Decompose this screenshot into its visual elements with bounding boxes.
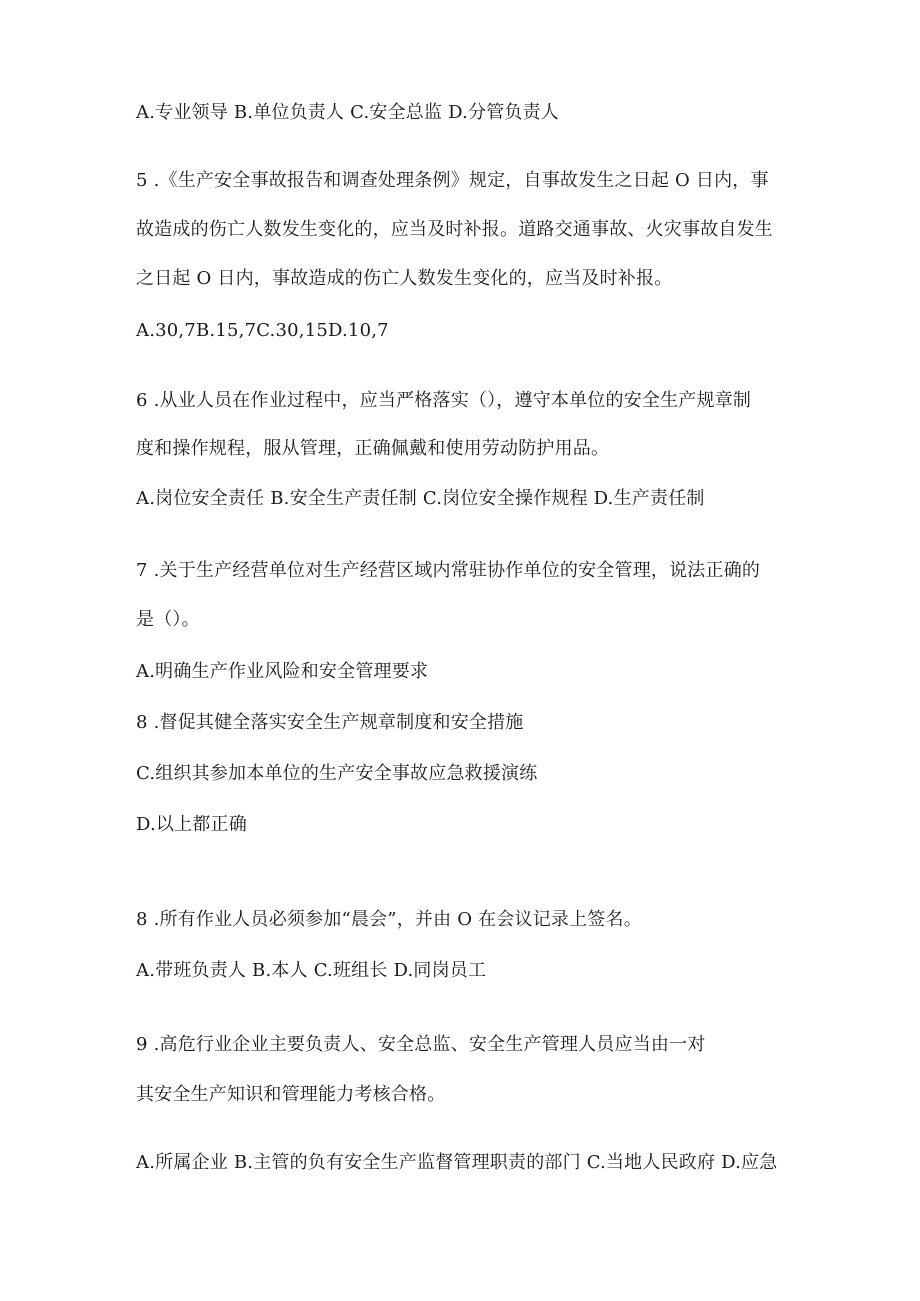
q8-text-line-1: 8 .所有作业人员必须参加“晨会”，并由 O 在会议记录上签名。 xyxy=(136,909,642,930)
q8-options: A.带班负责人 B.本人 C.班组长 D.同岗员工 xyxy=(136,960,487,981)
q7-option-b: 8 .督促其健全落实安全生产规章制度和安全措施 xyxy=(136,712,524,733)
q6-options: A.岗位安全责任 B.安全生产责任制 C.岗位安全操作规程 D.生产责任制 xyxy=(136,488,705,509)
q5-text-line-1: 5 .《生产安全事故报告和调查处理条例》规定，自事故发生之日起 O 日内，事 xyxy=(136,170,769,191)
q7-option-d: D.以上都正确 xyxy=(136,814,247,835)
q5-text-line-2: 故造成的伤亡人数发生变化的，应当及时补报。道路交通事故、火灾事故自发生 xyxy=(136,219,773,240)
q7-option-a: A.明确生产作业风险和安全管理要求 xyxy=(136,661,429,682)
q7-option-c: C.组织其参加本单位的生产安全事故应急救援演练 xyxy=(136,763,538,784)
q9-text-line-2: 其安全生产知识和管理能力考核合格。 xyxy=(136,1084,446,1105)
q6-text-line-1: 6 .从业人员在作业过程中，应当严格落实（），遵守本单位的安全生产规章制 xyxy=(136,390,752,411)
q9-options: A.所属企业 B.主管的负有安全生产监督管理职责的部门 C.当地人民政府 D.应急 xyxy=(136,1152,778,1173)
q7-text-line-1: 7 .关于生产经营单位对生产经营区域内常驻协作单位的安全管理，说法正确的 xyxy=(136,560,761,581)
q4-options: A.专业领导 B.单位负责人 C.安全总监 D.分管负责人 xyxy=(136,102,559,123)
q6-text-line-2: 度和操作规程，服从管理，正确佩戴和使用劳动防护用品。 xyxy=(136,438,610,459)
q5-text-line-3: 之日起 O 日内，事故造成的伤亡人数发生变化的，应当及时补报。 xyxy=(136,268,673,289)
q7-text-line-2: 是（）。 xyxy=(136,609,200,630)
q5-options: A.30,7B.15,7C.30,15D.10,7 xyxy=(136,320,389,341)
q9-text-line-1: 9 .高危行业企业主要负责人、安全总监、安全生产管理人员应当由一对 xyxy=(136,1034,706,1055)
